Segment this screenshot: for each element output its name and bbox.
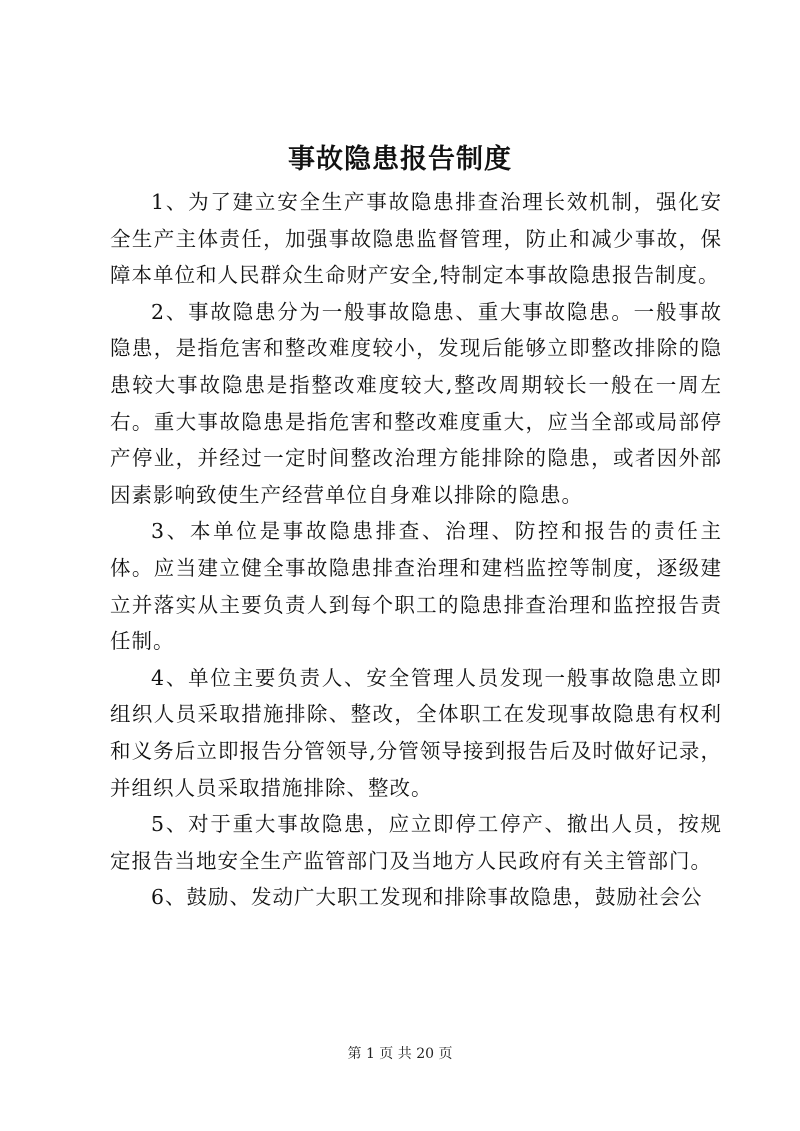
paragraph-3: 3、本单位是事故隐患排查、治理、防控和报告的责任主体。应当建立健全事故隐患排查治理和建档监控等制度，逐级建立并落实从主要负责人到每个职工的隐患排查治理和监控报告责任制。	[110, 519, 722, 654]
paragraph-4: 4、单位主要负责人、安全管理人员发现一般事故隐患立即组织人员采取措施排除、整改，全体职工在发现事故隐患有权利和义务后立即报告分管领导,分管领导接到报告后及时做好记录，并组织人员采取措施排除、整改。	[110, 665, 722, 800]
document-title: 事故隐患报告制度	[288, 144, 512, 175]
paragraph-6: 6、鼓励、发动广大职工发现和排除事故隐患，鼓励社会公	[151, 885, 703, 910]
paragraph-5: 5、对于重大事故隐患，应立即停工停产、撤出人员，按规定报告当地安全生产监管部门及当地方人民政府有关主管部门。	[110, 812, 722, 873]
document-body	[110, 184, 722, 916]
page-footer: 第 1 页 共 20 页	[347, 1046, 453, 1062]
paragraph-2: 2、事故隐患分为一般事故隐患、重大事故隐患。一般事故隐患，是指危害和整改难度较小，发现后能够立即整改排除的隐患较大事故隐患是指整改难度较大,整改周期较长一般在一周左右。重大事故隐患是指危害和整改难度重大，应当全部或局部停产停业，并经过一定时间整改治理方能排除的隐患，或者因外部因素影响致使生产经营单位自身难以排除的隐患。	[110, 299, 722, 507]
paragraph-1: 1、为了建立安全生产事故隐患排查治理长效机制，强化安全生产主体责任，加强事故隐患监督管理，防止和减少事故，保障本单位和人民群众生命财产安全,特制定本事故隐患报告制度。	[110, 190, 722, 288]
